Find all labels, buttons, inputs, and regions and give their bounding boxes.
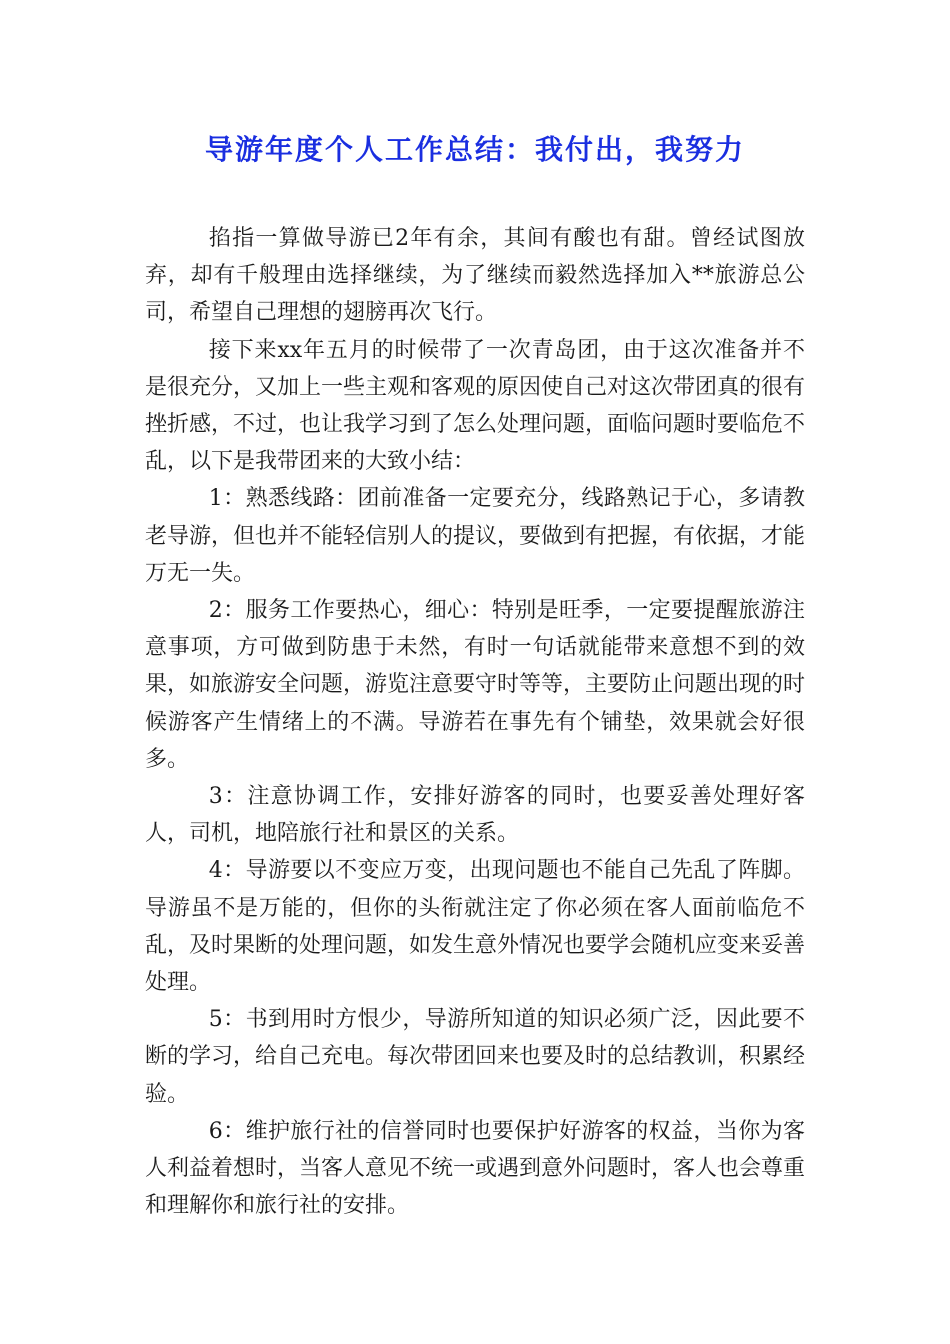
- paragraph-qingdao-tour: 接下来xx年五月的时候带了一次青岛团，由于这次准备并不是很充分，又加上一些主观和客观的原因使自己对这次带团真的很有挫折感，不过，也让我学习到了怎么处理问题，面临问题时要临危不乱，以下是我带团来的大致小结：: [145, 337, 806, 475]
- paragraph-intro: 掐指一算做导游已2年有余，其间有酸也有甜。曾经试图放弃，却有千般理由选择继续，为了继续而毅然选择加入**旅游总公司，希望自己理想的翅膀再次飞行。: [145, 226, 805, 326]
- paragraph-point-4: 4：导游要以不变应万变，出现问题也不能自己先乱了阵脚。导游虽不是万能的，但你的头衔就注定了你必须在客人面前临危不乱，及时果断的处理问题，如发生意外情况也要学会随机应变来妥善处理。: [145, 858, 806, 996]
- document-body: [145, 220, 805, 1224]
- paragraph-point-3: 3：注意协调工作，安排好游客的同时，也要妥善处理好客人，司机，地陪旅行社和景区的关系。: [145, 784, 805, 847]
- paragraph-point-2: 2：服务工作要热心，细心：特别是旺季，一定要提醒旅游注意事项，方可做到防患于未然，有时一句话就能带来意想不到的效果，如旅游安全问题，游览注意要守时等等，主要防止问题出现的时候游客产生情绪上的不满。导游若在事先有个铺垫，效果就会好很多。: [145, 598, 806, 772]
- document-title: 导游年度个人工作总结：我付出，我努力: [204, 133, 745, 166]
- paragraph-point-1: 1：熟悉线路：团前准备一定要充分，线路熟记于心，多请教老导游，但也并不能轻信别人的提议，要做到有把握，有依据，才能万无一失。: [145, 486, 806, 586]
- paragraph-point-5: 5：书到用时方恨少，导游所知道的知识必须广泛，因此要不断的学习，给自己充电。每次带团回来也要及时的总结教训，积累经验。: [145, 1007, 806, 1107]
- paragraph-point-6: 6：维护旅行社的信誉同时也要保护好游客的权益，当你为客人利益着想时，当客人意见不统一或遇到意外问题时，客人也会尊重和理解你和旅行社的安排。: [145, 1118, 806, 1219]
